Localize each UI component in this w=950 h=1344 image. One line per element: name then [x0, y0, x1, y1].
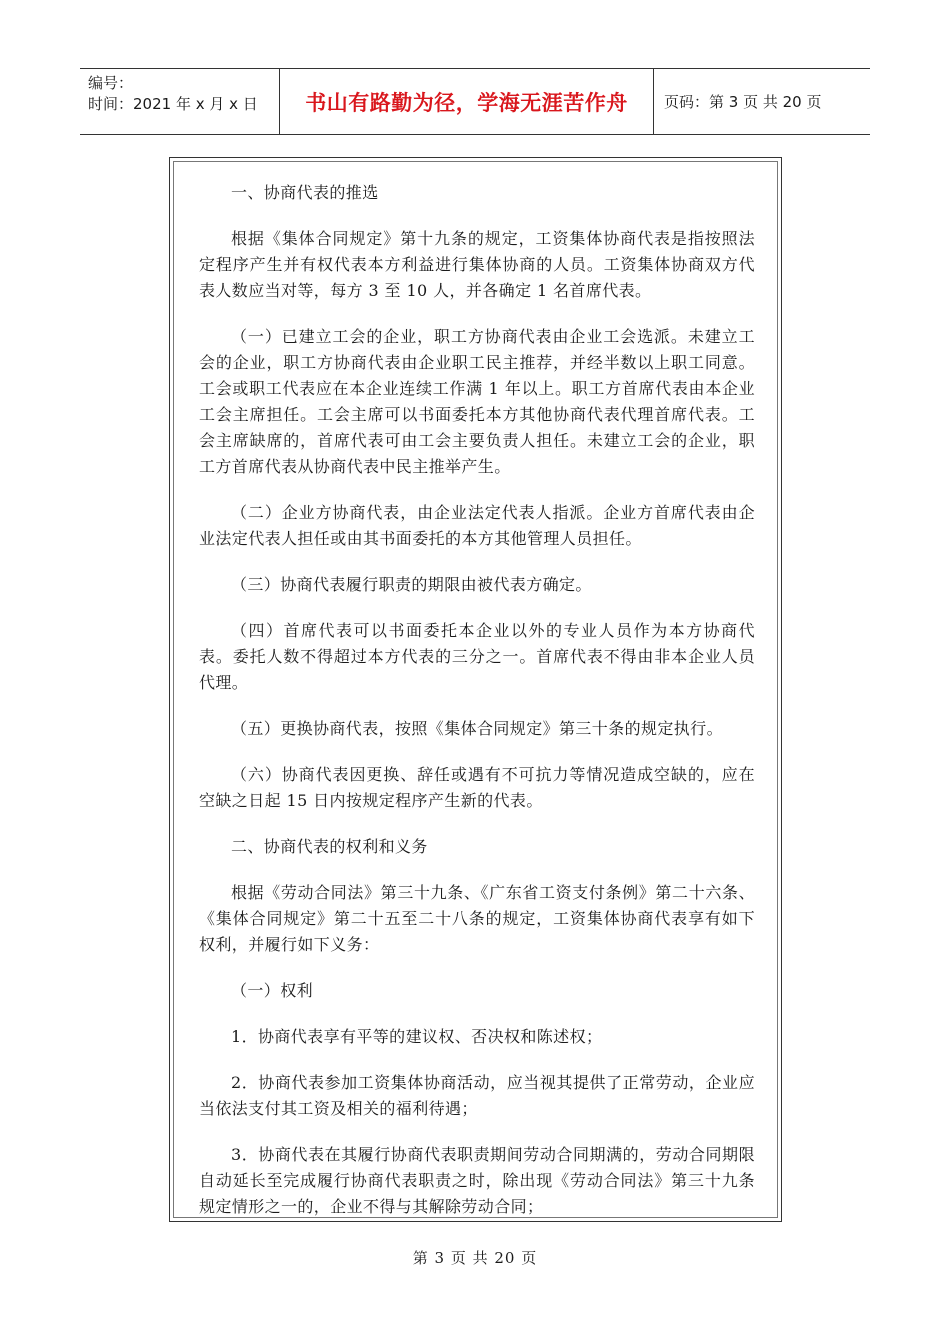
- section-heading: 一、协商代表的推选: [231, 183, 379, 202]
- list-item: 2．协商代表参加工资集体协商活动，应当视其提供了正常劳动，企业应当依法支付其工资及相关的福利待遇；: [199, 1073, 755, 1118]
- body-paragraph: （一）已建立工会的企业，职工方协商代表由企业工会选派。未建立工会的企业，职工方协商代表由企业职工民主推荐，并经半数以上职工同意。工会或职工代表应在本企业连续工作满 1 年以上。职工方首席代表由本企业工会主席担任。工会主席可以书面委托本方其他协商代表代理首席代表。工会主席缺席的，首席代表可由工会主要负责人担任。未建立工会的企业，职工方首席代表从协商代表中民主推举产生。: [199, 327, 755, 476]
- body-paragraph: 根据《劳动合同法》第三十九条、《广东省工资支付条例》第二十六条、《集体合同规定》第二十五至二十八条的规定，工资集体协商代表享有如下权利，并履行如下义务：: [199, 883, 755, 954]
- document-number-label: 编号：: [88, 74, 134, 92]
- page-header: [80, 68, 870, 135]
- document-body: [199, 180, 755, 1240]
- section-heading: 二、协商代表的权利和义务: [231, 837, 428, 856]
- document-time-label: 时间：2021 年 x 月 x 日: [88, 95, 258, 113]
- body-paragraph: （四）首席代表可以书面委托本企业以外的专业人员作为本方协商代表。委托人数不得超过本方代表的三分之一。首席代表不得由非本企业人员代理。: [199, 621, 755, 692]
- header-motto: 书山有路勤为径，学海无涯苦作舟: [280, 69, 654, 134]
- body-paragraph: （五）更换协商代表，按照《集体合同规定》第三十条的规定执行。: [231, 719, 724, 738]
- subsection-heading: （一）权利: [231, 981, 314, 1000]
- header-page-number: 页码：第 3 页 共 20 页: [664, 93, 822, 111]
- body-paragraph: （三）协商代表履行职责的期限由被代表方确定。: [231, 575, 592, 594]
- body-paragraph: （六）协商代表因更换、辞任或遇有不可抗力等情况造成空缺的，应在空缺之日起 15 日内按规定程序产生新的代表。: [199, 765, 755, 810]
- body-paragraph: （二）企业方协商代表，由企业法定代表人指派。企业方首席代表由企业法定代表人担任或由其书面委托的本方其他管理人员担任。: [199, 503, 755, 548]
- list-item: 3．协商代表在其履行协商代表职责期间劳动合同期满的，劳动合同期限自动延长至完成履行协商代表职责之时，除出现《劳动合同法》第三十九条规定情形之一的，企业不得与其解除劳动合同；: [199, 1145, 755, 1216]
- list-item: 1．协商代表享有平等的建议权、否决权和陈述权；: [231, 1027, 603, 1046]
- page-footer: 第 3 页 共 20 页: [412, 1249, 538, 1267]
- header-meta: [80, 69, 280, 134]
- body-paragraph: 根据《集体合同规定》第十九条的规定，工资集体协商代表是指按照法定程序产生并有权代表本方利益进行集体协商的人员。工资集体协商双方代表人数应当对等，每方 3 至 10 人，并各确定 1 名首席代表。: [199, 229, 755, 300]
